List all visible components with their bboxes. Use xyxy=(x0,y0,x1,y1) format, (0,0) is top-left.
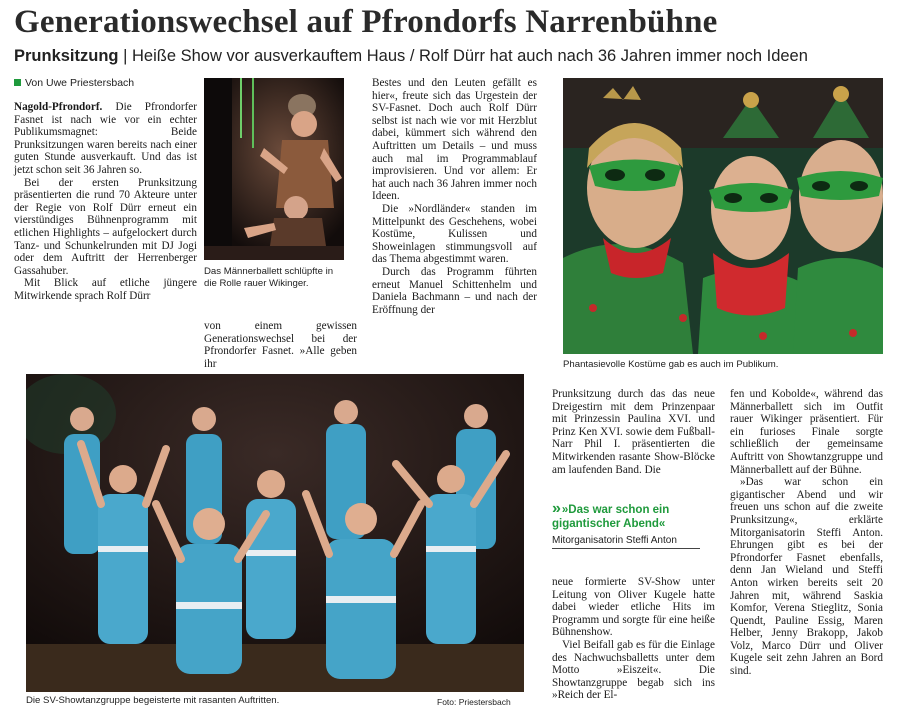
showtanz-image xyxy=(26,374,524,692)
byline-text: Von Uwe Priestersbach xyxy=(25,77,135,89)
photo-kostueme xyxy=(563,78,883,354)
subtitle: Prunksitzung | Heiße Show vor ausverkauftem Haus / Rolf Dürr hat auch nach 36 Jahren immer noch Ideen xyxy=(14,47,808,65)
caption-kostueme: Phantasievolle Kostüme gab es auch im Publikum. xyxy=(563,359,779,370)
column-4-top: Prunksitzung durch das das neue Dreigestirn mit dem Prinzenpaar mit Prinzessin Paulina XVI. und Prinz Ken XVI. sowie dem Fußball-Narr Phil I. präsentierten die Mitwirkenden rasante Show-Blöcke am laufenden Band. Die xyxy=(552,388,715,476)
dateline: Nagold-Pfrondorf. xyxy=(14,101,103,113)
photo-maennerballett xyxy=(204,78,344,260)
column-2-bottom: von einem gewissen Generationswechsel bei der Pfrondorfer Fasnet. »Alle geben ihr xyxy=(204,320,357,370)
kicker: Prunksitzung xyxy=(14,47,119,65)
kostueme-image xyxy=(563,78,883,354)
byline xyxy=(14,77,134,89)
caption-showtanz: Die SV-Showtanzgruppe begeisterte mit rasanten Auftritten. xyxy=(26,695,280,706)
pull-quote-text xyxy=(552,502,700,531)
photo-showtanz xyxy=(26,374,524,692)
pull-quote xyxy=(552,502,700,549)
col5-para-1: fen und Kobolde«, während das Männerballett sich im Outfit rauer Wikinger präsentiert. Für ein furioses Finale sorgte schließlich der gemeinsame Auftritt von Showtanzgruppe und Männerballett auf der Bühne. xyxy=(730,388,883,476)
photo-credit: Foto: Priestersbach xyxy=(437,697,511,707)
col1-para-1 xyxy=(14,101,197,177)
headline: Generationswechsel auf Pfrondorfs Narrenbühne xyxy=(14,4,718,40)
col4-para-2: Viel Beifall gab es für die Einlage des Nachwuchsballetts unter dem Motto »Eiszeit«. Die Showtanzgruppe begab sich ins »Reich der El- xyxy=(552,638,715,702)
pull-quote-body: »Das war schon ein gigantischer Abend« xyxy=(552,504,670,530)
column-5 xyxy=(730,388,883,678)
col4-para-1: neue formierte SV-Show unter Leitung von Oliver Kugele hatte dabei wieder etliche Hits im Programm und sorgte für eine heiße Bühnenshow. xyxy=(552,576,715,639)
pull-quote-author: Mitorganisatorin Steffi Anton xyxy=(552,535,700,549)
maennerballett-image xyxy=(204,78,344,260)
column-4-bottom xyxy=(552,576,715,702)
col1-para-2: Bei der ersten Prunksitzung präsentierten die rund 70 Akteure unter der Regie von Rolf Dürr erneut ein vierstündiges Bühnenprogramm mit etlichen Highlights – aufgelockert durch Tanz- und Schunkelrunden mit DJ Jogi oder dem Auftritt der Herrenberger Gassahuber. xyxy=(14,176,197,277)
col3-para-1: Bestes und den Leuten gefällt es hier«, freute sich das Urgestein der SV-Fasnet. Doch auch Rolf Dürr selbst ist nach wie vor mit Herzblut dabei, kümmert sich während den Auftritten um Details – und muss auch mal im Programmablauf improvisieren. Und vor allem: Er hat auch nach 36 Jahren immer noch Ideen. xyxy=(372,77,537,203)
byline-square-icon xyxy=(14,79,21,86)
caption-maennerballett: Das Männerballett schlüpfte in die Rolle rauer Wikinger. xyxy=(204,266,334,289)
quote-mark-icon: » xyxy=(552,500,559,517)
column-3 xyxy=(372,77,537,316)
col3-para-2: Die »Nordländer« standen im Mittelpunkt des Geschehens, wobei Kostüme, Kulissen und Showeinlagen stimmungsvoll auf das Thema abgestimmt waren. xyxy=(372,202,537,266)
col1-para-1-text: Die Pfrondorfer Fasnet ist nach wie vor ein echter Publikumsmagnet: Beide Prunksitzungen waren bereits nach einer guten Stunde ausverkauft. Und das ist jetzt schon seit 36 Jahren so. xyxy=(14,101,197,176)
col3-para-3: Durch das Programm führten erneut Manuel Schittenhelm und Daniela Bachmann – und nach der Eröffnung der xyxy=(372,265,537,316)
col5-para-2: »Das war schon ein gigantischer Abend und wir freuen uns schon auf die zweite Prunksitzung«, erklärte Mitorganisatorin Steffi Anton. Ehrungen gibt es bei der Pfrondorfer Fasnet ebenfalls, denn Jan Wieland und Steffi Anton wirken bereits seit 20 Jahren mit, während Saskia Komfor, Verena Stieglitz, Sonia Quendt, Pauline Essig, Maren Helber, Jenny Brakopp, Jakob Volz, Marco Dürr und Oliver Kugele seit zehn Jahren an Bord sind. xyxy=(730,476,883,678)
column-1 xyxy=(14,101,197,303)
subtitle-text: Heiße Show vor ausverkauftem Haus / Rolf Dürr hat auch nach 36 Jahren immer noch Ideen xyxy=(131,47,808,65)
col1-para-3: Mit Blick auf etliche jüngere Mitwirkende sprach Rolf Dürr xyxy=(14,277,197,302)
